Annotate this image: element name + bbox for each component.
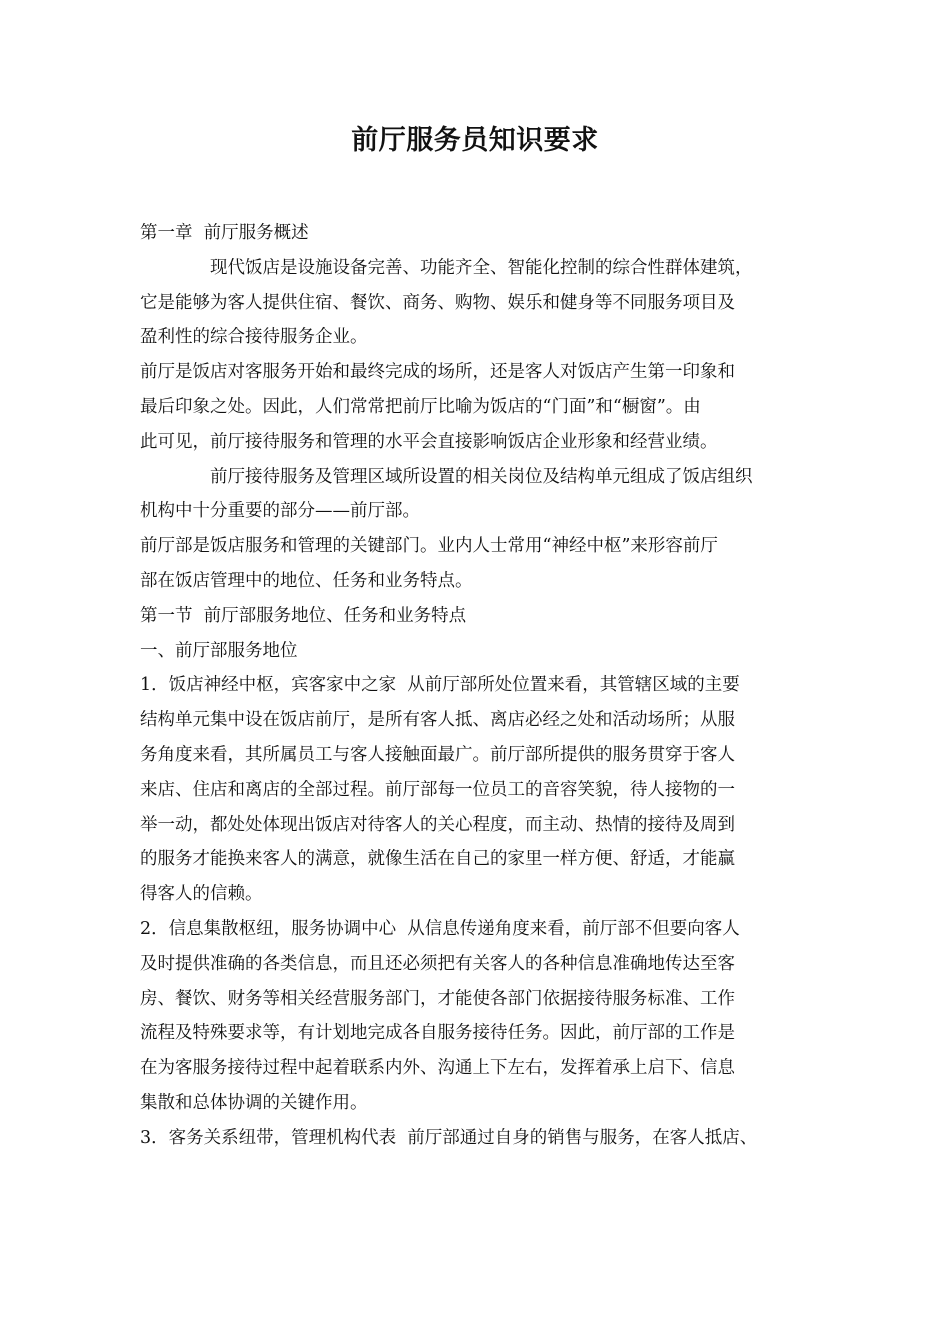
paragraph-line: 2．信息集散枢纽，服务协调中心 从信息传递角度来看，前厅部不但要向客人 [140, 918, 740, 939]
chapter-heading: 第一章 前厅服务概述 [140, 223, 309, 243]
document-body [140, 216, 800, 1156]
paragraph-line: 结构单元集中设在饭店前厅，是所有客人抵、离店必经之处和活动场所；从服 [140, 710, 735, 731]
paragraph-line: 前厅部是饭店服务和管理的关键部门。业内人士常用“神经中枢”来形容前厅 [140, 536, 718, 557]
paragraph-line: 最后印象之处。因此，人们常常把前厅比喻为饭店的“门面”和“橱窗”。由 [140, 396, 701, 417]
paragraph-line: 部在饭店管理中的地位、任务和业务特点。 [140, 570, 473, 591]
paragraph-line: 前厅接待服务及管理区域所设置的相关岗位及结构单元组成了饭店组织 [210, 466, 753, 487]
document-title: 前厅服务员知识要求 [351, 125, 599, 156]
subsection-heading: 一、前厅部服务地位 [140, 640, 298, 661]
paragraph-line: 得客人的信赖。 [140, 884, 263, 905]
paragraph-line: 前厅是饭店对客服务开始和最终完成的场所，还是客人对饭店产生第一印象和 [140, 362, 735, 383]
paragraph-line: 房、餐饮、财务等相关经营服务部门，才能使各部门依据接待服务标准、工作 [140, 988, 735, 1009]
section-heading: 第一节 前厅部服务地位、任务和业务特点 [140, 605, 467, 626]
paragraph-line: 来店、住店和离店的全部过程。前厅部每一位员工的音容笑貌，待人接物的一 [140, 779, 735, 800]
paragraph-line: 现代饭店是设施设备完善、功能齐全、智能化控制的综合性群体建筑， [210, 257, 753, 278]
paragraph-line: 1．饭店神经中枢，宾客家中之家 从前厅部所处位置来看，其管辖区域的主要 [140, 675, 740, 696]
paragraph-line: 务角度来看，其所属员工与客人接触面最广。前厅部所提供的服务贯穿于客人 [140, 744, 735, 765]
paragraph-line: 及时提供准确的各类信息，而且还必须把有关客人的各种信息准确地传达至客 [140, 953, 735, 974]
paragraph-line: 举一动，都处处体现出饭店对待客人的关心程度，而主动、热情的接待及周到 [140, 814, 735, 835]
paragraph-line: 集散和总体协调的关键作用。 [140, 1092, 368, 1113]
paragraph-line: 流程及特殊要求等，有计划地完成各自服务接待任务。因此，前厅部的工作是 [140, 1023, 735, 1044]
paragraph-line: 它是能够为客人提供住宿、餐饮、商务、购物、娱乐和健身等不同服务项目及 [140, 292, 735, 313]
paragraph-line: 盈利性的综合接待服务企业。 [140, 327, 368, 348]
paragraph-line: 此可见，前厅接待服务和管理的水平会直接影响饭店企业形象和经营业绩。 [140, 431, 718, 452]
paragraph-line: 机构中十分重要的部分——前厅部。 [140, 501, 420, 522]
paragraph-line: 的服务才能换来客人的满意，就像生活在自己的家里一样方便、舒适，才能赢 [140, 849, 735, 870]
paragraph-line: 在为客服务接待过程中起着联系内外、沟通上下左右，发挥着承上启下、信息 [140, 1058, 735, 1079]
paragraph-line: 3．客务关系纽带，管理机构代表 前厅部通过自身的销售与服务，在客人抵店、 [140, 1127, 758, 1148]
